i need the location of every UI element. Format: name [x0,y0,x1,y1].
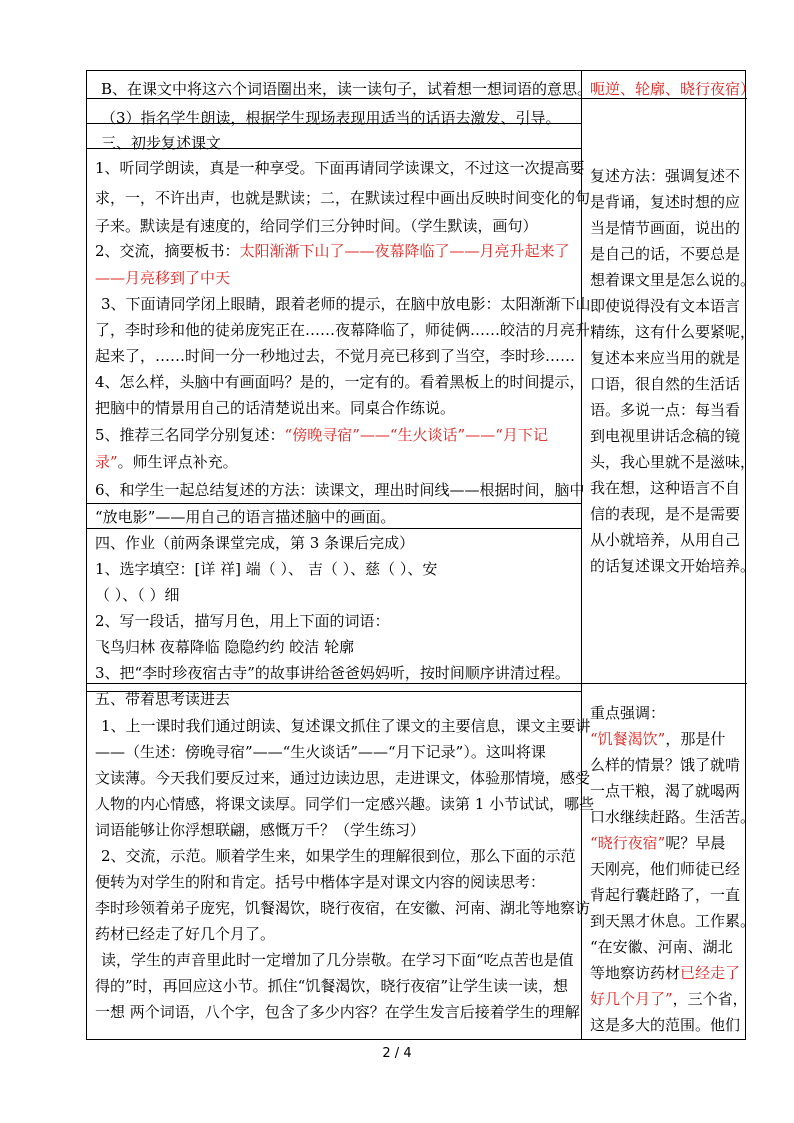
lesson-line: 把脑中的情景用自己的话清楚说出来。同桌合作练说。 [95,399,456,417]
row-divider [581,683,747,684]
lesson-line: 起来了，……时间一分一秒地过去，不觉月亮已移到了当空，李时珍…… [95,347,576,365]
note-line: 重点强调： [590,704,666,722]
lesson-line: ——月亮移到了中天 [95,269,231,287]
note-line: “晓行夜宿”呢？早晨 [590,834,726,852]
lesson-line: 1、听同学朗读，真是一种享受。下面再请同学读课文，不过这一次提高要 [95,159,585,177]
note-line: 语。多说一点：每当看 [590,401,741,419]
lesson-line: 了，李时珍和他的徒弟庞宪正在……夜幕降临了，师徒俩……皎洁的月亮升 [95,321,591,339]
lesson-line: 得的”时，再回应这小节。抓住“饥餐渴饮，晓行夜宿”让学生读一读，想 [95,977,569,995]
note-line: 是背诵，复述时想的应 [590,193,741,211]
lesson-line: 3、把“李时珍夜宿古寺”的故事讲给爸爸妈妈听，按时间顺序讲清过程。 [95,664,570,682]
note-line: 背起行囊赶路了，一直 [590,886,741,904]
note-line: 精练，这有什么要紧呢， [590,323,756,341]
lesson-line: 人物的内心情感，将课文读厚。同学们一定感兴趣。读第 1 小节试试，哪些 [95,795,595,813]
note-line: 信的表现，是不是需要 [590,505,741,523]
lesson-line: 药材已经走了好几个月了。 [95,925,276,943]
lesson-line: 读，学生的声音里此时一定增加了几分崇敬。在学习下面“吃点苦也是值 [101,951,574,969]
note-line: 呃逆、轮廓、晓行夜宿） [590,80,756,98]
lesson-line: 李时珍领着弟子庞宪，饥餐渴饮，晓行夜宿，在安徽、河南、湖北等地察访 [95,899,591,917]
note-line: 即使说得没有文本语言 [590,297,741,315]
lesson-line: 文读薄。今天我们要反过来，通过边读边思，走进课文，体验那情境，感受 [95,769,591,787]
lesson-line: 3、下面请同学闭上眼睛，跟着老师的提示，在脑中放电影：太阳渐渐下山 [101,295,591,313]
lesson-line: （ ）、（ ）细 [95,586,180,604]
note-line: 的话复述课文开始培养。 [590,557,756,575]
row-divider [87,683,581,684]
lesson-line: 三、初步复述课文 [101,134,222,152]
lesson-line: 1、上一课时我们通过朗读、复述课文抓住了课文的主要信息，课文主要讲 [101,717,591,735]
lesson-line: 4、怎么样，头脑中有画面吗？是的，一定有的。看着黑板上的时间提示， [95,373,585,391]
note-line: 好几个月了”，三个省， [590,990,748,1008]
lesson-line: 录”。师生评点补充。 [95,453,238,471]
note-line: 这是多大的范围。他们 [590,1016,741,1034]
note-line: 一点干粮，渴了就喝两 [590,782,741,800]
note-line: 口水继续赶路。生活苦。 [590,808,756,826]
note-line: 当是情节画面，说出的 [590,219,741,237]
lesson-line: 1、选字填空：[详 祥] 端（ ）、 吉（ ）、慈（ ）、安 [95,560,438,578]
column-divider [581,71,582,1039]
note-line: 口语，很自然的生活话 [590,375,741,393]
note-line: 我在想，这种语言不自 [590,479,741,497]
lesson-line: B、在课文中将这六个词语圈出来，读一读句子，试着想一想词语的意思。 [101,80,593,98]
row-divider [87,503,581,504]
lesson-table [86,70,756,1040]
lesson-line: 四、作业（前两条课堂完成，第 3 条课后完成） [95,534,415,552]
lesson-line: 词语能够让你浮想联翩，感慨万千？（学生练习） [95,821,426,839]
lesson-line: 便转为对学生的附和肯定。括号中楷体字是对课文内容的阅读思考： [95,873,546,891]
lesson-line: 2、交流，摘要板书：太阳渐渐下山了——夜幕降临了——月亮升起来了 [95,242,570,260]
note-line: 天刚亮，他们师徒已经 [590,860,741,878]
lesson-line: （3）指名学生朗读，根据学生现场表现用适当的话语去激发、引导。 [101,109,561,127]
lesson-line: ——（生述：傍晚寻宿”——“生火谈话”——“月下记录”）。这叫将课 [95,743,546,761]
lesson-line: 6、和学生一起总结复述的方法：读课文，理出时间线——根据时间，脑中 [95,481,585,499]
note-line: 头，我心里就不是滋味， [590,453,756,471]
note-line: “饥餐渴饮”，那是什 [590,730,726,748]
page-number: 2 / 4 [382,1046,412,1061]
lesson-line: 子来。默读是有速度的，给同学们三分钟时间。（学生默读，画句） [95,217,538,235]
lesson-line: 飞鸟归林 夜幕降临 隐隐约约 皎洁 轮廓 [95,638,355,656]
note-line: 等地察访药材已经走了 [590,964,741,982]
lesson-line: 求，一，不许出声，也就是默读；二，在默读过程中画出反映时间变化的句 [95,189,591,207]
note-line: 复述方法：强调复述不 [590,167,741,185]
note-line: 从小就培养，从用自己 [590,531,741,549]
lesson-line: 五、带着思考读进去 [95,690,231,708]
note-line: 到电视里讲话念稿的镜 [590,427,741,445]
lesson-line: 2、交流，示范。顺着学生来，如果学生的理解很到位，那么下面的示范 [101,847,576,865]
row-divider [87,528,581,529]
note-line: 是自己的话，不要总是 [590,245,741,263]
lesson-line: 2、写一段话，描写月色，用上下面的词语： [95,612,390,630]
note-line: 到天黑才休息。工作累。 [590,912,756,930]
lesson-line: 5、推荐三名同学分别复述：“傍晚寻宿”——“生火谈话”——“月下记 [95,426,548,444]
note-line: 复述本来应当用的就是 [590,349,741,367]
note-line: 想着课文里是怎么说的。 [590,271,756,289]
note-line: 么样的情景？饿了就啃 [590,756,741,774]
note-line: “在安徽、河南、湖北 [590,938,733,956]
lesson-line: “放电影”——用自己的语言描述脑中的画面。 [95,508,396,526]
lesson-line: 一想 两个词语，八个字，包含了多少内容？在学生发言后接着学生的理解 [95,1003,580,1021]
